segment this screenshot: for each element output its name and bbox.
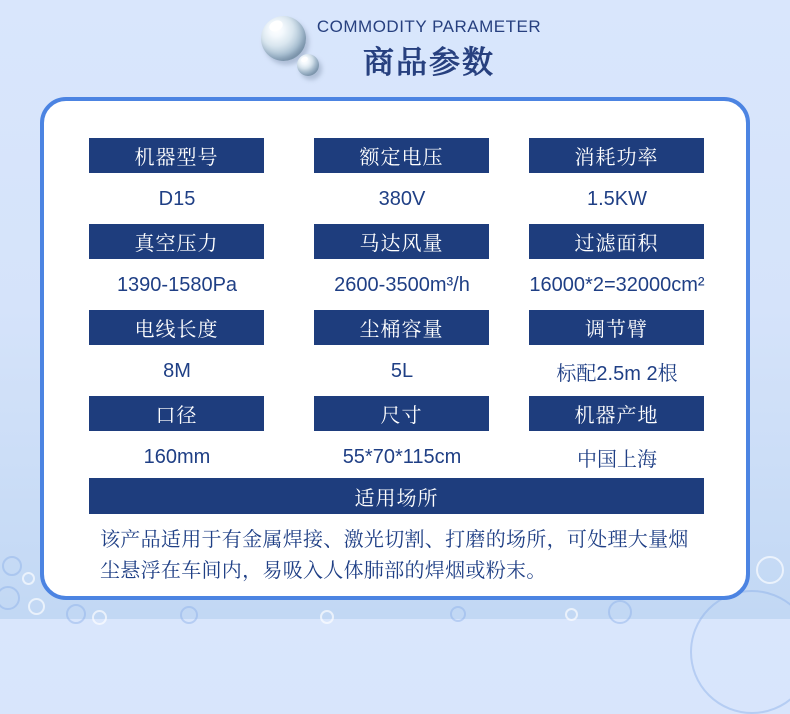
param-label-dust-capacity: 尘桶容量 [314, 310, 489, 345]
param-value-machine-model: D15 [158, 187, 196, 210]
bubble-decoration [608, 600, 632, 624]
param-label-size: 尺寸 [314, 396, 489, 431]
param-value-power-consumption: 1.5KW [586, 187, 648, 210]
bubble-decoration [66, 604, 86, 624]
page-title-en: COMMODITY PARAMETER [316, 17, 542, 36]
param-value-origin: 中国上海 [577, 448, 657, 471]
param-value-motor-airflow: 2600-3500m³/h [334, 273, 470, 296]
water-droplet-icon [261, 16, 306, 61]
bubble-decoration [180, 606, 198, 624]
param-value-adjustable-arm: 标配2.5m 2根 [556, 362, 678, 385]
param-label-machine-model: 机器型号 [89, 138, 264, 173]
param-label-motor-airflow: 马达风量 [314, 224, 489, 259]
bubble-decoration [92, 610, 107, 625]
param-value-size: 55*70*115cm [342, 445, 462, 468]
param-value-filter-area: 16000*2=32000cm² [529, 273, 705, 296]
bubble-decoration [690, 590, 790, 714]
param-label-rated-voltage: 额定电压 [314, 138, 489, 173]
param-value-caliber: 160mm [143, 445, 211, 468]
param-value-dust-capacity: 5L [390, 359, 414, 382]
param-label-cord-length: 电线长度 [89, 310, 264, 345]
param-label-vacuum-pressure: 真空压力 [89, 224, 264, 259]
param-value-cord-length: 8M [163, 359, 191, 382]
bubble-decoration [565, 608, 578, 621]
bubble-decoration [756, 556, 784, 584]
param-label-caliber: 口径 [89, 396, 264, 431]
param-label-adjustable-arm: 调节臂 [529, 310, 704, 345]
param-value-rated-voltage: 380V [378, 187, 426, 210]
bubble-decoration [320, 610, 334, 624]
param-label-filter-area: 过滤面积 [529, 224, 704, 259]
bubble-decoration [2, 556, 22, 576]
param-label-power-consumption: 消耗功率 [529, 138, 704, 173]
parameter-card [40, 97, 750, 600]
bubble-decoration [0, 586, 20, 610]
bubble-decoration [450, 606, 466, 622]
param-label-origin: 机器产地 [529, 396, 704, 431]
bubble-decoration [28, 598, 45, 615]
usage-section-header: 适用场所 [89, 478, 704, 514]
usage-description: 该产品适用于有金属焊接、激光切割、打磨的场所，可处理大量烟尘悬浮在车间内，易吸入人体肺部的焊烟或粉末。 [100, 529, 689, 582]
page-title: 商品参数 [363, 45, 495, 80]
bubble-decoration [22, 572, 35, 585]
param-value-vacuum-pressure: 1390-1580Pa [116, 273, 238, 296]
water-droplet-small-icon [297, 54, 319, 76]
